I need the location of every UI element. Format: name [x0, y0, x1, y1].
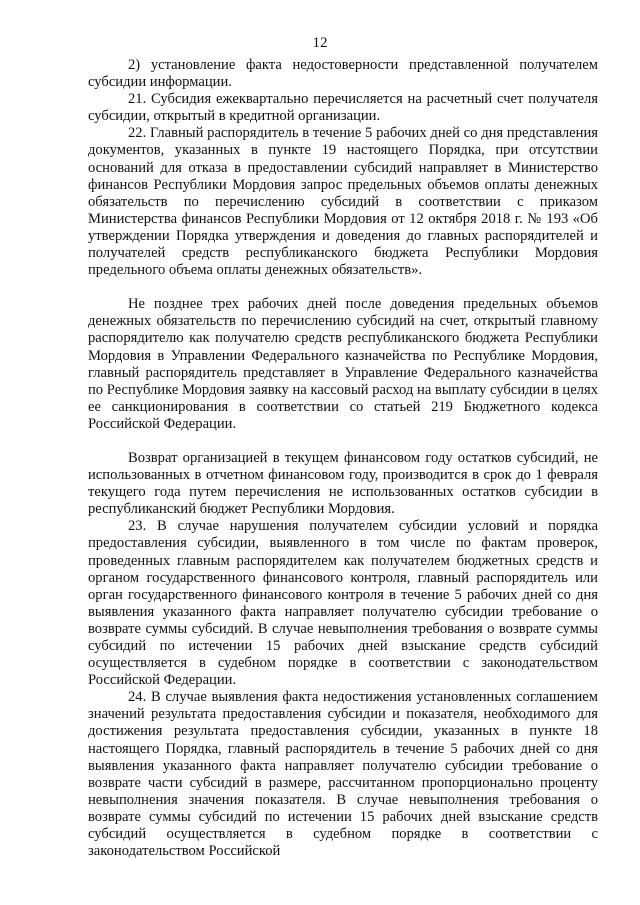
- paragraph-clause-2: 2) установление факта недостоверности представленной получателем субсидии информации.: [88, 57, 598, 91]
- paragraph-deadline-request: Не позднее трех рабочих дней после доведения предельных объемов денежных обязательств по перечислению субсидий на счет, открытый главному распорядителю как получателю средств республиканского бюджета Республики Мордовия в Управлении Федерального казначейства по Республике Мордовия, главный распорядитель представляет в Управление Федерального казначейства по Республике Мордовия заявку на кассовый расход на выплату субсидии в целях ее санкционирования в соответствии со статьей 219 Бюджетного кодекса Российской Федерации.: [88, 296, 598, 432]
- paragraph-clause-23: 23. В случае нарушения получателем субсидии условий и порядка предоставления субсидии, выявленного в том числе по фактам проверок, проведенных главным распорядителем как получателем бюджетных средств и органом государственного финансового контроля, главный распорядитель или орган государственного финансового контроля в течение 5 рабочих дней со дня выявления указанного факта направляет получателю субсидии требование о возврате суммы субсидий. В случае невыполнения требования о возврате суммы субсидий по истечении 15 рабочих дней взыскание средств субсидий осуществляется в судебном порядке в соответствии с законодательством Российской Федерации.: [88, 518, 598, 689]
- paragraph-clause-24: 24. В случае выявления факта недостижения установленных соглашением значений результата предоставления субсидии и показателя, необходимого для достижения результата предоставления субсидии, указанных в пункте 18 настоящего Порядка, главный распорядитель в течение 5 рабочих дней со дня выявления указанного факта направляет получателю субсидии требование о возврате части субсидий в размере, рассчитанном пропорционально проценту невыполнения значения показателя. В случае невыполнения требования о возврате суммы субсидий по истечении 15 рабочих дней взыскание средств субсидий осуществляется в судебном порядке в соответствии с законодательством Российской: [88, 689, 598, 860]
- document-body: [88, 57, 598, 860]
- paragraph-return-remainder: Возврат организацией в текущем финансовом году остатков субсидий, не использованных в отчетном финансовом году, производится в срок до 1 февраля текущего года путем перечисления не использованных остатков субсидии в республиканский бюджет Республики Мордовия.: [88, 449, 598, 518]
- paragraph-clause-22: 22. Главный распорядитель в течение 5 рабочих дней со дня представления документов, указанных в пункте 19 настоящего Порядка, при отсутствии оснований для отказа в предоставлении субсидий направляет в Министерство финансов Республики Мордовия запрос предельных объемов оплаты денежных обязательств по перечислению субсидий в соответствии с приказом Министерства финансов Республики Мордовия от 12 октября 2018 г. № 193 «Об утверждении Порядка утверждения и доведения до главных распорядителей и получателей средств республиканского бюджета Республики Мордовия предельного объема оплаты денежных обязательств».: [88, 125, 598, 279]
- paragraph-clause-21: 21. Субсидия ежеквартально перечисляется на расчетный счет получателя субсидии, открытый в кредитной организации.: [88, 91, 598, 125]
- page-number: 12: [312, 35, 328, 51]
